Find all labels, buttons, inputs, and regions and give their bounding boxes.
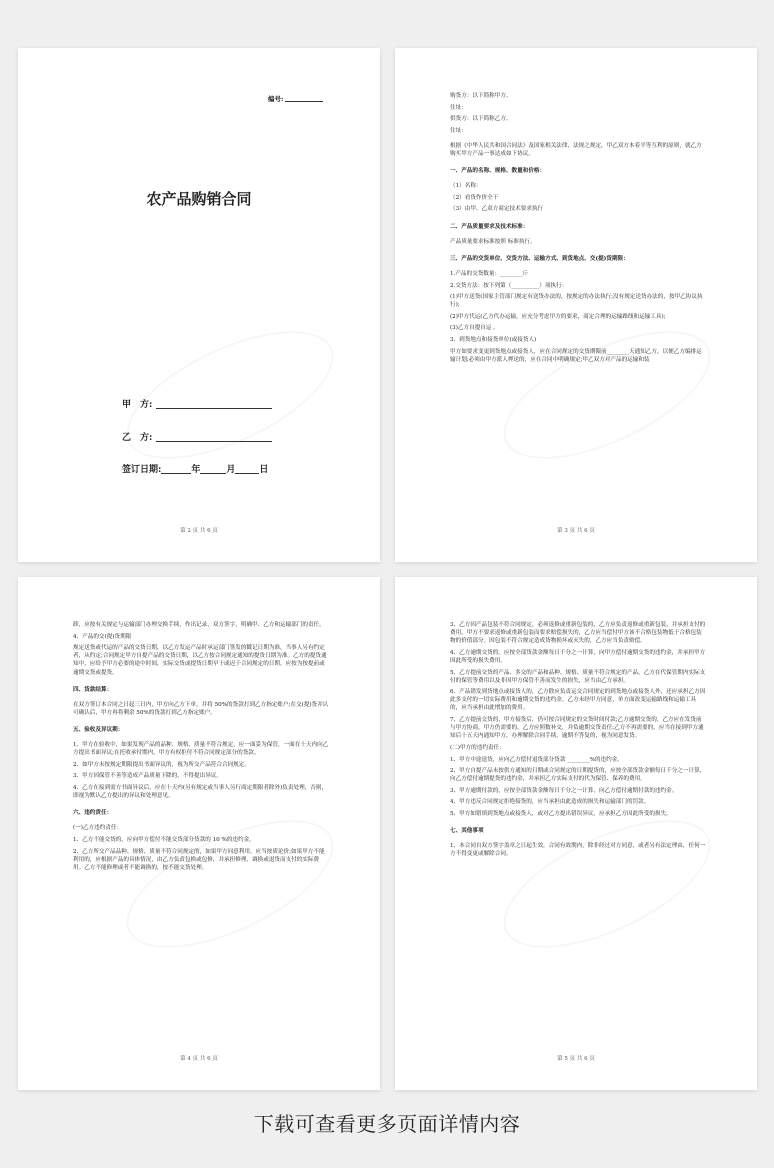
paragraph: 3、甲方逾期付款的，应按全部货款金额每日千分之一计算，向乙方偿付逾期付款的违约金。 <box>450 787 678 794</box>
paragraph: 甲方如要求变更到货地点或接货人，应在合同规定的交货期限前________天通知乙方，以便乙方编排运输计划;必须由甲方派人押送的，应在合同中明确规定;甲乙双方对产品的运输和装 <box>450 348 702 363</box>
paragraph: 4、甲方违反合同规定拒绝接货的，应当承担由此造成的损失和运输部门的罚款。 <box>450 799 650 806</box>
paragraph: （3）由甲、乙双方商定技术要求执行 <box>450 206 544 213</box>
paragraph: 4、乙方在接到需方书面异议后，应在十天内(另有规定或当事人另行商定期限者除外)负责处理，否则，即视为默认乙方提出的异议和处理意见。 <box>73 785 328 800</box>
paragraph: 2、乙方所交产品品种、规格、质量不符合同规定的，如果甲方同意利用，应当按质论价;如果甲方不能利用的，应根据产品的具体情况，由乙方负责包换或包修，并承担修理、调换或退货而支付的实际费用。乙方不能修理或者不能调换的，按不能交货处理。 <box>73 848 325 871</box>
section-heading: 五、验收及异议期： <box>73 726 124 733</box>
paragraph: 1、甲方中途退货，应向乙方偿付退货部分货款 ________%的违约金。 <box>450 756 623 763</box>
party-b-blank <box>156 441 272 442</box>
paragraph: 1.产品的交货数量：________斤 <box>450 270 529 277</box>
section-heading: 四、货款结算： <box>73 686 113 693</box>
section-heading: 三、产品的交货单位、交货方法、运输方式、到货地点、交(提)货期限： <box>450 255 629 262</box>
document-page-2 <box>395 48 757 562</box>
paragraph: 1、本合同自双方签字盖章之日起生效，合同有效期内，除非经过对方同意，或者另有法定理由，任何一方不得变更或解除合同。 <box>450 843 706 858</box>
paragraph: 购货方：以下简称甲方。 <box>450 93 512 99</box>
paragraph: 4、乙方逾期交货的，应按全部货款金额每日千分之一计算，向甲方偿付逾期交货的违约金，并承担甲方因此所受的损失费用。 <box>450 649 706 664</box>
paragraph: (二)甲方的违约责任： <box>450 744 505 751</box>
paragraph: 供货方：以下简称乙方。 <box>450 116 512 123</box>
paragraph: 2、如甲方未按规定期限提出书面异议的，视为所交产品符合合同规定。 <box>73 761 250 768</box>
paragraph: 1、乙方不能交货的，应向甲方偿付不能交货部分货款的 10 %的违约金。 <box>73 836 255 843</box>
serial-blank <box>285 101 323 102</box>
paragraph: （1）名称： <box>450 183 482 190</box>
serial-label: 编号: <box>268 95 284 103</box>
party-a-field <box>122 397 272 410</box>
paragraph: 3、到货地点和接货单位(或接货人) <box>450 337 537 344</box>
party-b-label: 乙 方: <box>122 433 153 443</box>
document-page-3 <box>18 577 380 1090</box>
day-blank <box>235 473 259 474</box>
watermark <box>109 305 352 485</box>
paragraph: (1)甲方送货(国家主管部门规定有送货办法的，按规定的办法执行;没有规定送货办法的，按甲乙协议执行); <box>450 294 703 309</box>
party-a-label: 甲 方: <box>122 400 153 410</box>
paragraph: 5、乙方提前交货的产品、多交的产品和品种、规格、质量不符合规定的产品，乙方在代保管期内实际支付的保管等费用以及非因甲方保管不善而发生的损失，应当由乙方承担。 <box>450 669 706 684</box>
contract-title: 农产品购销合同 <box>146 190 252 208</box>
paragraph: (一)乙方违约责任： <box>73 825 123 832</box>
month-blank <box>200 473 226 474</box>
paragraph: 3、甲方因保管不善等造成产品质量下降的，不得提出异议。 <box>73 773 222 780</box>
document-page-cover <box>18 48 380 562</box>
paragraph: 产品质量要求标准按照 标准执行。 <box>450 238 536 245</box>
paragraph: 在双方签订本合同之日起三日内，甲方向乙方下单，并将 50%的货款打到乙方指定账户;在交(提)货并认可确认后，甲方再将剩余 50%的货款打到乙方指定账户。 <box>73 701 329 716</box>
paragraph: 3、乙方因产品包装不符合同规定，必须返修或重新包装的，乙方应负责返修或重新包装，并承担支付的费用。甲方不要求返修或重新包装而要求赔偿损失的，乙方应当偿付甲方该不合格包装物低于合格包装物的价值部分。因包装不符合规定造成货物损坏或灭失的，乙方应当负责赔偿。 <box>450 622 706 645</box>
section-heading: 二、产品质量要求及技术标准： <box>450 223 529 230</box>
section-heading: 一、产品的名称、规格、数量和价格： <box>450 168 546 175</box>
page-number: 第 4 页 共 6 页 <box>180 1056 218 1062</box>
section-heading: 六、违约责任： <box>73 810 113 817</box>
page-number: 第 5 页 共 6 页 <box>557 1056 595 1062</box>
party-b-field <box>122 430 272 443</box>
paragraph: （2）看货作价全干 <box>450 194 499 201</box>
paragraph: (3)乙方自提自运 。 <box>450 325 499 332</box>
year-blank <box>161 473 191 474</box>
document-page-4 <box>395 577 757 1090</box>
paragraph: 住址： <box>450 127 467 134</box>
page-body <box>450 621 707 866</box>
paragraph: 2、甲方自提产品未按供方通知的日期或合同规定的日期提货的，应按全部货款金额每日千分之一计算，向乙方偿付逾期提货的违约金，并承担乙方实际支付的代为保管、保养的费用。 <box>450 768 706 783</box>
page-number: 第 3 页 共 6 页 <box>557 528 595 534</box>
month-label: 月 <box>226 465 236 475</box>
paragraph: 6、产品错发到货地点或接货人的，乙方除应负责运交合同规定的到货地点或接货人外，还应承担乙方因此多支付的一切实际费用和逾期交货的违约金。乙方未经甲方同意，单方面改变运输路线和运输工具的，应当承担由此增加的费用。 <box>450 689 706 712</box>
page-body <box>450 92 707 371</box>
sign-date-field <box>122 462 268 475</box>
paragraph: 5、甲方如错填到货地点或接货人，或对乙方提出错误异议，应承担乙方因此所受的损失。 <box>450 811 672 818</box>
download-more-caption: 下载可查看更多页面详情内容 <box>253 1112 521 1136</box>
paragraph: 卸，应按有关规定与运输部门办理交换手续，作出记录，双方签字，明确甲、乙方和运输部门的责任。 <box>73 622 325 628</box>
paragraph: 住址： <box>450 104 467 111</box>
page-body <box>73 621 330 879</box>
page-number: 第 2 页 共 6 页 <box>180 528 218 534</box>
paragraph: 2.交货方法：按下列第（__________）项执行： <box>450 282 568 289</box>
section-heading: 七、其他事项 <box>450 828 484 835</box>
paragraph: 4、产品的交(提)货期限 <box>73 633 132 640</box>
paragraph: 根据《中华人民共和国合同法》及国家相关法律、法规之规定，甲乙双方本着平等互利的原则，就乙方购买甲方产品一事达成如下协议。 <box>450 142 702 158</box>
day-label: 日 <box>259 465 269 475</box>
serial-number-field <box>268 94 323 103</box>
paragraph: 1、甲方在验收中，如果发现产品的品种、规格、质量不符合规定，应一面妥为保管，一面在十天内向乙方提出书面异议;在托收承付期内，甲方有权拒付不符合同规定部分的货款。 <box>73 742 329 757</box>
year-label: 年 <box>191 465 201 475</box>
paragraph: 7、乙方提前交货的，甲方接货后，仍可按合同规定的交货时间付款;乙方逾期交货的，乙方应在发货前与甲方协商，甲方仍需要的，乙方应照数补交，并负逾期交货责任;乙方不再需要的，应当在接到甲方通知后十五天内通知甲方，办理解除合同手续，逾期不答复的，视为同意发货。 <box>450 717 704 740</box>
paragraph: (2)甲方代运(乙方代办运输，应充分考虑甲方的要求，商定合理的运输路线和运输工具); <box>450 313 666 320</box>
paragraph: 规定送货或代运的产品的交货日期，以乙方发运产品时承运部门签发的戳记日期为准，当事人另有约定者，从约定;合同规定甲方自提产品的交货日期，以乙方按合同规定通知的提货日期为准。乙方的提货通知中，应给予甲方必要的途中时间，实际交货或提货日期早于或迟于合同规定的日期，应按为按提前或逾期交货或提货。 <box>73 645 327 676</box>
sign-date-label: 签订日期: <box>122 465 162 475</box>
party-a-blank <box>156 408 272 409</box>
